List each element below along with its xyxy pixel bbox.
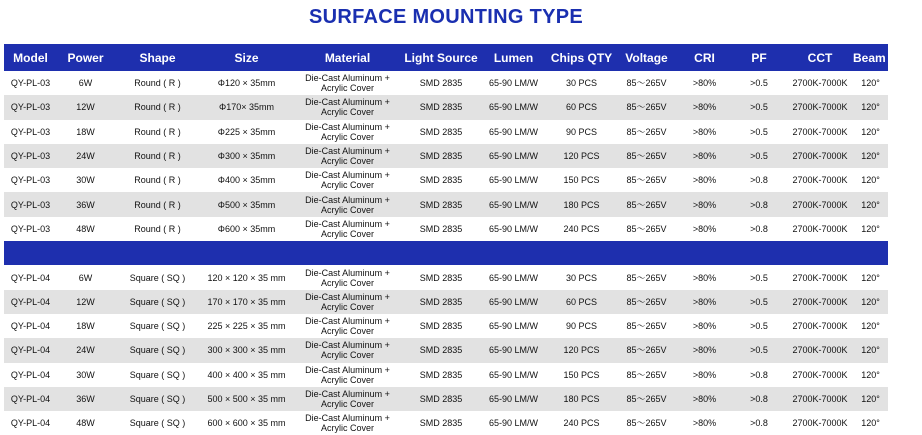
cell-cri: >80% (692, 296, 717, 307)
cell-shape: Square ( SQ ) (129, 321, 186, 332)
cell-beam-angle: 120° (861, 78, 880, 89)
cell-size: Φ600 × 35mm (217, 223, 276, 234)
cell-voltage: 85～265V (626, 296, 667, 307)
cell-pf: >0.8 (750, 369, 768, 380)
cell-chips-qty: 240 PCS (563, 418, 600, 429)
header-beam-angle: Beam Angle (853, 50, 922, 65)
cell-model: QY-PL-04 (10, 369, 51, 380)
cell-pf: >0.5 (750, 151, 768, 162)
cell-shape: Round ( R ) (134, 102, 181, 113)
header-pf: PF (751, 50, 767, 65)
cell-material: Die-Cast Aluminum + Acrylic Cover (305, 267, 390, 288)
cell-lumen: 65-90 LM/W (488, 296, 539, 307)
cell-shape: Round ( R ) (134, 199, 181, 210)
cell-cri: >80% (692, 199, 717, 210)
cell-power: 30W (76, 175, 95, 186)
cell-lumen: 65-90 LM/W (488, 78, 539, 89)
page-title: SURFACE MOUNTING TYPE (308, 6, 584, 28)
table-row (4, 314, 888, 338)
cell-shape: Square ( SQ ) (129, 272, 186, 283)
cell-model: QY-PL-04 (10, 418, 51, 429)
cell-power: 36W (76, 199, 95, 210)
table-row (4, 290, 888, 314)
cell-voltage: 85～265V (626, 394, 667, 404)
cell-shape: Round ( R ) (134, 175, 181, 186)
cell-material: Die-Cast Aluminum + Acrylic Cover (305, 316, 390, 337)
cell-shape: Square ( SQ ) (129, 394, 186, 404)
cell-pf: >0.5 (750, 272, 768, 283)
cell-voltage: 85～265V (626, 126, 667, 137)
cell-power: 18W (76, 126, 95, 137)
cell-lumen: 65-90 LM/W (488, 223, 539, 234)
separator-bar (4, 241, 888, 265)
cell-light-source: SMD 2835 (419, 369, 463, 380)
header-voltage: Voltage (625, 50, 668, 65)
cell-cri: >80% (692, 126, 717, 137)
cell-chips-qty: 240 PCS (563, 223, 600, 234)
cell-light-source: SMD 2835 (419, 418, 463, 429)
cell-shape: Round ( R ) (134, 223, 181, 234)
cell-power: 48W (76, 418, 95, 429)
cell-chips-qty: 180 PCS (563, 394, 600, 404)
cell-beam-angle: 120° (861, 394, 880, 404)
cell-material: Die-Cast Aluminum + Acrylic Cover (305, 170, 390, 191)
cell-cct: 2700K-7000K (792, 345, 848, 356)
cell-pf: >0.5 (750, 321, 768, 332)
cell-pf: >0.5 (750, 296, 768, 307)
cell-cri: >80% (692, 272, 717, 283)
cell-chips-qty: 90 PCS (565, 126, 598, 137)
cell-lumen: 65-90 LM/W (488, 345, 539, 356)
cell-cct: 2700K-7000K (792, 102, 848, 113)
cell-size: Φ225 × 35mm (217, 126, 276, 137)
header-cct: CCT (807, 50, 833, 65)
table-row (4, 217, 888, 241)
cell-shape: Square ( SQ ) (129, 345, 186, 356)
cell-size: 170 × 170 × 35 mm (207, 296, 286, 307)
cell-power: 24W (76, 151, 95, 162)
cell-beam-angle: 120° (861, 175, 880, 186)
cell-power: 12W (76, 296, 95, 307)
cell-model: QY-PL-03 (10, 175, 51, 186)
cell-light-source: SMD 2835 (419, 272, 463, 283)
cell-cct: 2700K-7000K (792, 223, 848, 234)
cell-pf: >0.5 (750, 78, 768, 89)
cell-shape: Round ( R ) (134, 126, 181, 137)
cell-power: 6W (78, 272, 93, 283)
cell-chips-qty: 150 PCS (563, 175, 600, 186)
cell-cri: >80% (692, 321, 717, 332)
cell-light-source: SMD 2835 (419, 151, 463, 162)
cell-light-source: SMD 2835 (419, 78, 463, 89)
cell-beam-angle: 120° (861, 296, 880, 307)
cell-lumen: 65-90 LM/W (488, 369, 539, 380)
cell-shape: Square ( SQ ) (129, 418, 186, 429)
cell-size: 225 × 225 × 35 mm (207, 321, 286, 332)
cell-chips-qty: 120 PCS (563, 345, 600, 356)
cell-cri: >80% (692, 418, 717, 429)
cell-chips-qty: 30 PCS (565, 272, 598, 283)
cell-voltage: 85～265V (626, 345, 667, 356)
cell-cri: >80% (692, 394, 717, 404)
cell-cct: 2700K-7000K (792, 199, 848, 210)
cell-light-source: SMD 2835 (419, 321, 463, 332)
cell-pf: >0.8 (750, 418, 768, 429)
cell-light-source: SMD 2835 (419, 102, 463, 113)
cell-light-source: SMD 2835 (419, 394, 463, 404)
cell-material: Die-Cast Aluminum + Acrylic Cover (305, 194, 390, 215)
cell-voltage: 85～265V (626, 199, 667, 210)
cell-shape: Square ( SQ ) (129, 296, 186, 307)
cell-size: Φ500 × 35mm (217, 199, 276, 210)
cell-lumen: 65-90 LM/W (488, 175, 539, 186)
cell-shape: Round ( R ) (134, 78, 181, 89)
cell-lumen: 65-90 LM/W (488, 126, 539, 137)
cell-power: 24W (76, 345, 95, 356)
cell-light-source: SMD 2835 (419, 199, 463, 210)
cell-voltage: 85～265V (626, 78, 667, 89)
cell-beam-angle: 120° (861, 272, 880, 283)
cell-model: QY-PL-04 (10, 345, 51, 356)
cell-lumen: 65-90 LM/W (488, 102, 539, 113)
cell-pf: >0.8 (750, 175, 768, 186)
cell-beam-angle: 120° (861, 418, 880, 429)
cell-material: Die-Cast Aluminum + Acrylic Cover (305, 340, 390, 361)
table-row (4, 265, 888, 289)
cell-chips-qty: 90 PCS (565, 321, 598, 332)
cell-material: Die-Cast Aluminum + Acrylic Cover (305, 291, 390, 312)
cell-voltage: 85～265V (626, 321, 667, 332)
cell-voltage: 85～265V (626, 272, 667, 283)
cell-power: 36W (76, 394, 95, 404)
cell-material: Die-Cast Aluminum + Acrylic Cover (305, 364, 390, 385)
header-lumen: Lumen (493, 50, 534, 65)
cell-chips-qty: 120 PCS (563, 151, 600, 162)
cell-model: QY-PL-03 (10, 126, 51, 137)
cell-voltage: 85～265V (626, 369, 667, 380)
cell-light-source: SMD 2835 (419, 223, 463, 234)
cell-light-source: SMD 2835 (419, 126, 463, 137)
cell-pf: >0.8 (750, 394, 768, 404)
header-chips-qty: Chips QTY (550, 50, 613, 65)
cell-cri: >80% (692, 151, 717, 162)
table-row (4, 363, 888, 387)
cell-beam-angle: 120° (861, 126, 880, 137)
cell-size: Φ400 × 35mm (217, 175, 276, 186)
cell-model: QY-PL-04 (10, 272, 51, 283)
cell-lumen: 65-90 LM/W (488, 199, 539, 210)
cell-model: QY-PL-04 (10, 394, 51, 404)
cell-beam-angle: 120° (861, 223, 880, 234)
cell-beam-angle: 120° (861, 321, 880, 332)
cell-lumen: 65-90 LM/W (488, 394, 539, 404)
cell-power: 12W (76, 102, 95, 113)
cell-pf: >0.8 (750, 223, 768, 234)
cell-chips-qty: 30 PCS (565, 78, 598, 89)
cell-cri: >80% (692, 345, 717, 356)
cell-light-source: SMD 2835 (419, 296, 463, 307)
cell-beam-angle: 120° (861, 151, 880, 162)
header-light-source: Light Source (404, 50, 478, 65)
cell-model: QY-PL-04 (10, 296, 51, 307)
cell-cct: 2700K-7000K (792, 321, 848, 332)
cell-chips-qty: 150 PCS (563, 369, 600, 380)
cell-chips-qty: 60 PCS (565, 102, 598, 113)
cell-size: 120 × 120 × 35 mm (207, 272, 286, 283)
header-material: Material (324, 50, 371, 65)
cell-power: 18W (76, 321, 95, 332)
cell-cct: 2700K-7000K (792, 369, 848, 380)
table-row (4, 387, 888, 411)
cell-cct: 2700K-7000K (792, 175, 848, 186)
cell-beam-angle: 120° (861, 102, 880, 113)
cell-material: Die-Cast Aluminum + Acrylic Cover (305, 413, 390, 434)
table-row (4, 120, 888, 144)
cell-voltage: 85～265V (626, 102, 667, 113)
cell-size: 300 × 300 × 35 mm (207, 345, 286, 356)
header-size: Size (234, 50, 259, 65)
spec-table (4, 44, 922, 435)
cell-cct: 2700K-7000K (792, 78, 848, 89)
cell-size: Φ300 × 35mm (217, 151, 276, 162)
cell-pf: >0.5 (750, 102, 768, 113)
cell-shape: Square ( SQ ) (129, 369, 186, 380)
header-row (4, 44, 888, 71)
cell-cri: >80% (692, 102, 717, 113)
cell-cct: 2700K-7000K (792, 151, 848, 162)
table-row (4, 168, 888, 192)
cell-cct: 2700K-7000K (792, 418, 848, 429)
cell-model: QY-PL-03 (10, 151, 51, 162)
cell-voltage: 85～265V (626, 223, 667, 234)
cell-size: 600 × 600 × 35 mm (207, 418, 286, 429)
cell-cri: >80% (692, 369, 717, 380)
cell-model: QY-PL-03 (10, 223, 51, 234)
cell-chips-qty: 60 PCS (565, 296, 598, 307)
cell-size: 500 × 500 × 35 mm (207, 394, 286, 404)
cell-shape: Round ( R ) (134, 151, 181, 162)
cell-model: QY-PL-03 (10, 199, 51, 210)
cell-light-source: SMD 2835 (419, 345, 463, 356)
cell-size: Φ170× 35mm (219, 102, 274, 113)
cell-cri: >80% (692, 223, 717, 234)
cell-lumen: 65-90 LM/W (488, 418, 539, 429)
cell-material: Die-Cast Aluminum + Acrylic Cover (305, 97, 390, 118)
cell-cct: 2700K-7000K (792, 394, 848, 404)
table-body (4, 71, 888, 435)
cell-material: Die-Cast Aluminum + Acrylic Cover (305, 146, 390, 167)
cell-light-source: SMD 2835 (419, 175, 463, 186)
header-model: Model (13, 50, 48, 65)
cell-beam-angle: 120° (861, 199, 880, 210)
cell-pf: >0.5 (750, 345, 768, 356)
cell-material: Die-Cast Aluminum + Acrylic Cover (305, 121, 390, 142)
cell-material: Die-Cast Aluminum + Acrylic Cover (305, 389, 390, 409)
cell-cri: >80% (692, 175, 717, 186)
cell-material: Die-Cast Aluminum + Acrylic Cover (305, 73, 390, 94)
cell-lumen: 65-90 LM/W (488, 151, 539, 162)
header-cri: CRI (694, 50, 715, 65)
table-row (4, 411, 888, 435)
cell-voltage: 85～265V (626, 151, 667, 162)
table-row (4, 192, 888, 216)
cell-cct: 2700K-7000K (792, 272, 848, 283)
table-row (4, 71, 888, 95)
table-row (4, 338, 888, 362)
header-power: Power (67, 50, 104, 65)
cell-voltage: 85～265V (626, 418, 667, 429)
cell-size: Φ120 × 35mm (217, 78, 276, 89)
group-separator (4, 241, 888, 265)
cell-model: QY-PL-03 (10, 78, 51, 89)
cell-material: Die-Cast Aluminum + Acrylic Cover (305, 218, 390, 239)
cell-model: QY-PL-03 (10, 102, 51, 113)
cell-beam-angle: 120° (861, 345, 880, 356)
header-shape: Shape (139, 50, 176, 65)
cell-cri: >80% (692, 78, 717, 89)
cell-beam-angle: 120° (861, 369, 880, 380)
cell-chips-qty: 180 PCS (563, 199, 600, 210)
cell-power: 6W (78, 78, 93, 89)
cell-power: 30W (76, 369, 95, 380)
cell-pf: >0.8 (750, 199, 768, 210)
cell-power: 48W (76, 223, 95, 234)
table-row (4, 144, 888, 168)
cell-lumen: 65-90 LM/W (488, 321, 539, 332)
cell-voltage: 85～265V (626, 175, 667, 186)
table-row (4, 95, 888, 119)
cell-pf: >0.5 (750, 126, 768, 137)
cell-model: QY-PL-04 (10, 321, 51, 332)
cell-cct: 2700K-7000K (792, 296, 848, 307)
cell-lumen: 65-90 LM/W (488, 272, 539, 283)
cell-size: 400 × 400 × 35 mm (207, 369, 286, 380)
cell-cct: 2700K-7000K (792, 126, 848, 137)
